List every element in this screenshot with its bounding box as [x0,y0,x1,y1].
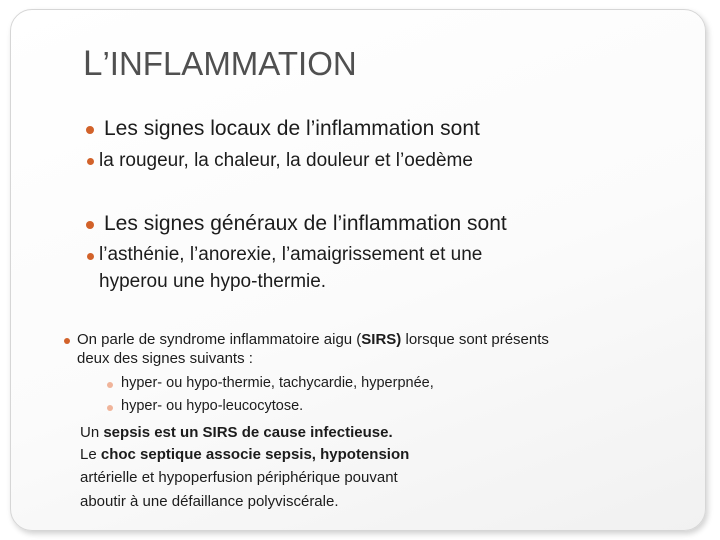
sepsis-bold: sepsis est un SIRS de cause infectieuse. [103,424,393,441]
point-1-sub-1: la rougeur, la chaleur, la douleur et l’oedème [99,150,473,171]
sepsis-line [80,424,393,441]
choc-line-3: aboutir à une défaillance polyviscérale. [80,493,339,510]
syndrome-sub-1: hyper- ou hypo-thermie, tachycardie, hyperpnée, [121,375,434,391]
bullet-icon [86,126,94,134]
sirs-label: SIRS) [361,331,402,348]
syndrome-suffix: lorsque sont présents [401,331,549,348]
point-2-sub-1: l’asthénie, l’anorexie, l’amaigrissement et une [99,244,483,265]
syndrome-prefix: On parle de syndrome inflammatoire aigu ( [77,331,362,348]
choc-prefix: Le [80,446,101,463]
slide-title [83,44,357,84]
bullet-icon [87,253,94,260]
syndrome-line-2: deux des signes suivants : [77,350,253,367]
title-first-letter: L [83,44,103,83]
syndrome-sub-2: hyper- ou hypo-leucocytose. [121,398,304,414]
title-rest: ’INFLAMMATION [102,45,357,82]
point-2-sub-2: hyperou une hypo-thermie. [99,271,327,292]
point-1-text: Les signes locaux de l’inflammation sont [104,117,480,140]
bullet-icon [107,382,113,388]
syndrome-line-1 [77,331,549,348]
bullet-icon [86,221,94,229]
bullet-icon [87,158,94,165]
choc-line-1 [80,446,409,463]
sepsis-prefix: Un [80,424,104,441]
bullet-icon [64,338,70,344]
choc-bold: choc septique associe sepsis, hypotension [100,446,410,463]
point-2-text: Les signes généraux de l’inflammation sont [104,212,507,235]
choc-line-2: artérielle et hypoperfusion périphérique pouvant [80,469,398,486]
bullet-icon [107,405,113,411]
